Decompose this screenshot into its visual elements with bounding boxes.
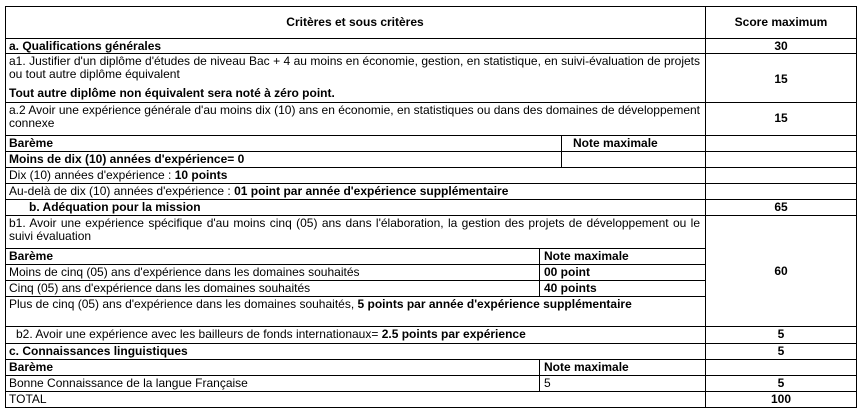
bareme-label: Barème [9, 360, 54, 374]
scoring-criteria-table [5, 6, 857, 408]
section-a-title: a. Qualifications générales [9, 39, 162, 53]
c-bareme-row-1-score: 5 [777, 376, 785, 390]
criterion-a1-score: 15 [774, 72, 788, 86]
criterion-b2 [16, 328, 526, 341]
a-bareme-row-3 [9, 185, 508, 198]
header-score-max: Score maximum [734, 15, 828, 29]
bareme-column-divider [539, 248, 540, 296]
header-criteria: Critères et sous critères [286, 15, 424, 29]
total-value: 100 [770, 392, 792, 406]
section-b-title: b. Adéquation pour la mission [29, 200, 201, 214]
section-b-score: 65 [774, 200, 788, 214]
b-bareme-row-3-label: Plus de cinq (05) ans d'expérience dans les domaines souhaités, [9, 297, 358, 311]
c-bareme-row-1-label: Bonne Connaissance de la langue Française [9, 376, 248, 390]
section-c-title: c. Connaissances linguistiques [9, 344, 188, 358]
a-bareme-row-2-label: Dix (10) années d'expérience : [9, 168, 175, 182]
bareme-label: Barème [9, 249, 54, 263]
table-rule [5, 135, 857, 136]
table-rule [5, 359, 857, 360]
total-label: TOTAL [9, 392, 47, 406]
b-bareme-row-3-points: 5 points par année d'expérience supplémentaire [357, 297, 632, 311]
criterion-b2-text: b2. Avoir une expérience avec les bailleurs de fonds internationaux= [16, 327, 382, 341]
a-bareme-row-3-points: 01 point par année d'expérience supplémentaire [234, 184, 509, 198]
criterion-b1-text: b1. Avoir une expérience spécifique d'au moins cinq (05) ans dans l'élaboration, la gestion des projets de développement ou le suivi évaluation [9, 216, 700, 243]
b-bareme-row-2-value: 40 points [544, 281, 597, 295]
a-bareme-row-3-label: Au-delà de dix (10) années d'expérience : [9, 184, 235, 198]
a-bareme-row-2 [9, 169, 227, 182]
c-bareme-row-1-value: 5 [544, 376, 551, 390]
a-bareme-row-1: Moins de dix (10) années d'expérience= 0 [9, 152, 245, 166]
criterion-a2-text: a.2 Avoir une expérience générale d'au moins dix (10) ans en économie, en statistiques ou dans des domaines de développement connexe [9, 103, 700, 130]
table-rule [5, 391, 857, 392]
criterion-b2-points: 2.5 points par expérience [381, 327, 526, 341]
criterion-b1-score: 60 [774, 264, 788, 278]
b-bareme-row-3 [9, 298, 632, 311]
bareme-column-divider [539, 359, 540, 391]
criterion-a1-text: a1. Justifier d'un diplôme d'études de niveau Bac + 4 au moins en économie, gestion, en statistique, en suivi-évaluation de projets ou tout autre diplôme équivalent [9, 54, 700, 81]
note-max-label: Note maximale [544, 360, 629, 374]
note-max-label: Note maximale [544, 249, 629, 263]
b-bareme-row-1-label: Moins de cinq (05) ans d'expérience dans les domaines souhaités [9, 265, 360, 279]
table-border-top [5, 6, 857, 7]
table-border-left [5, 6, 6, 408]
section-a-score: 30 [774, 39, 788, 53]
bareme-column-divider [561, 135, 562, 167]
b-bareme-row-1-value: 00 point [544, 265, 591, 279]
bareme-label: Barème [9, 136, 54, 150]
criterion-a2-score: 15 [774, 111, 788, 125]
table-border-bottom [5, 407, 857, 408]
note-max-label: Note maximale [573, 136, 658, 150]
section-c-score: 5 [777, 344, 785, 358]
b-bareme-row-2-label: Cinq (05) ans d'expérience dans les domaines souhaités [9, 281, 311, 295]
criterion-b2-score: 5 [777, 327, 785, 341]
a-bareme-row-2-points: 10 points [174, 168, 228, 182]
criterion-a1-note: Tout autre diplôme non équivalent sera noté à zéro point. [9, 86, 335, 100]
